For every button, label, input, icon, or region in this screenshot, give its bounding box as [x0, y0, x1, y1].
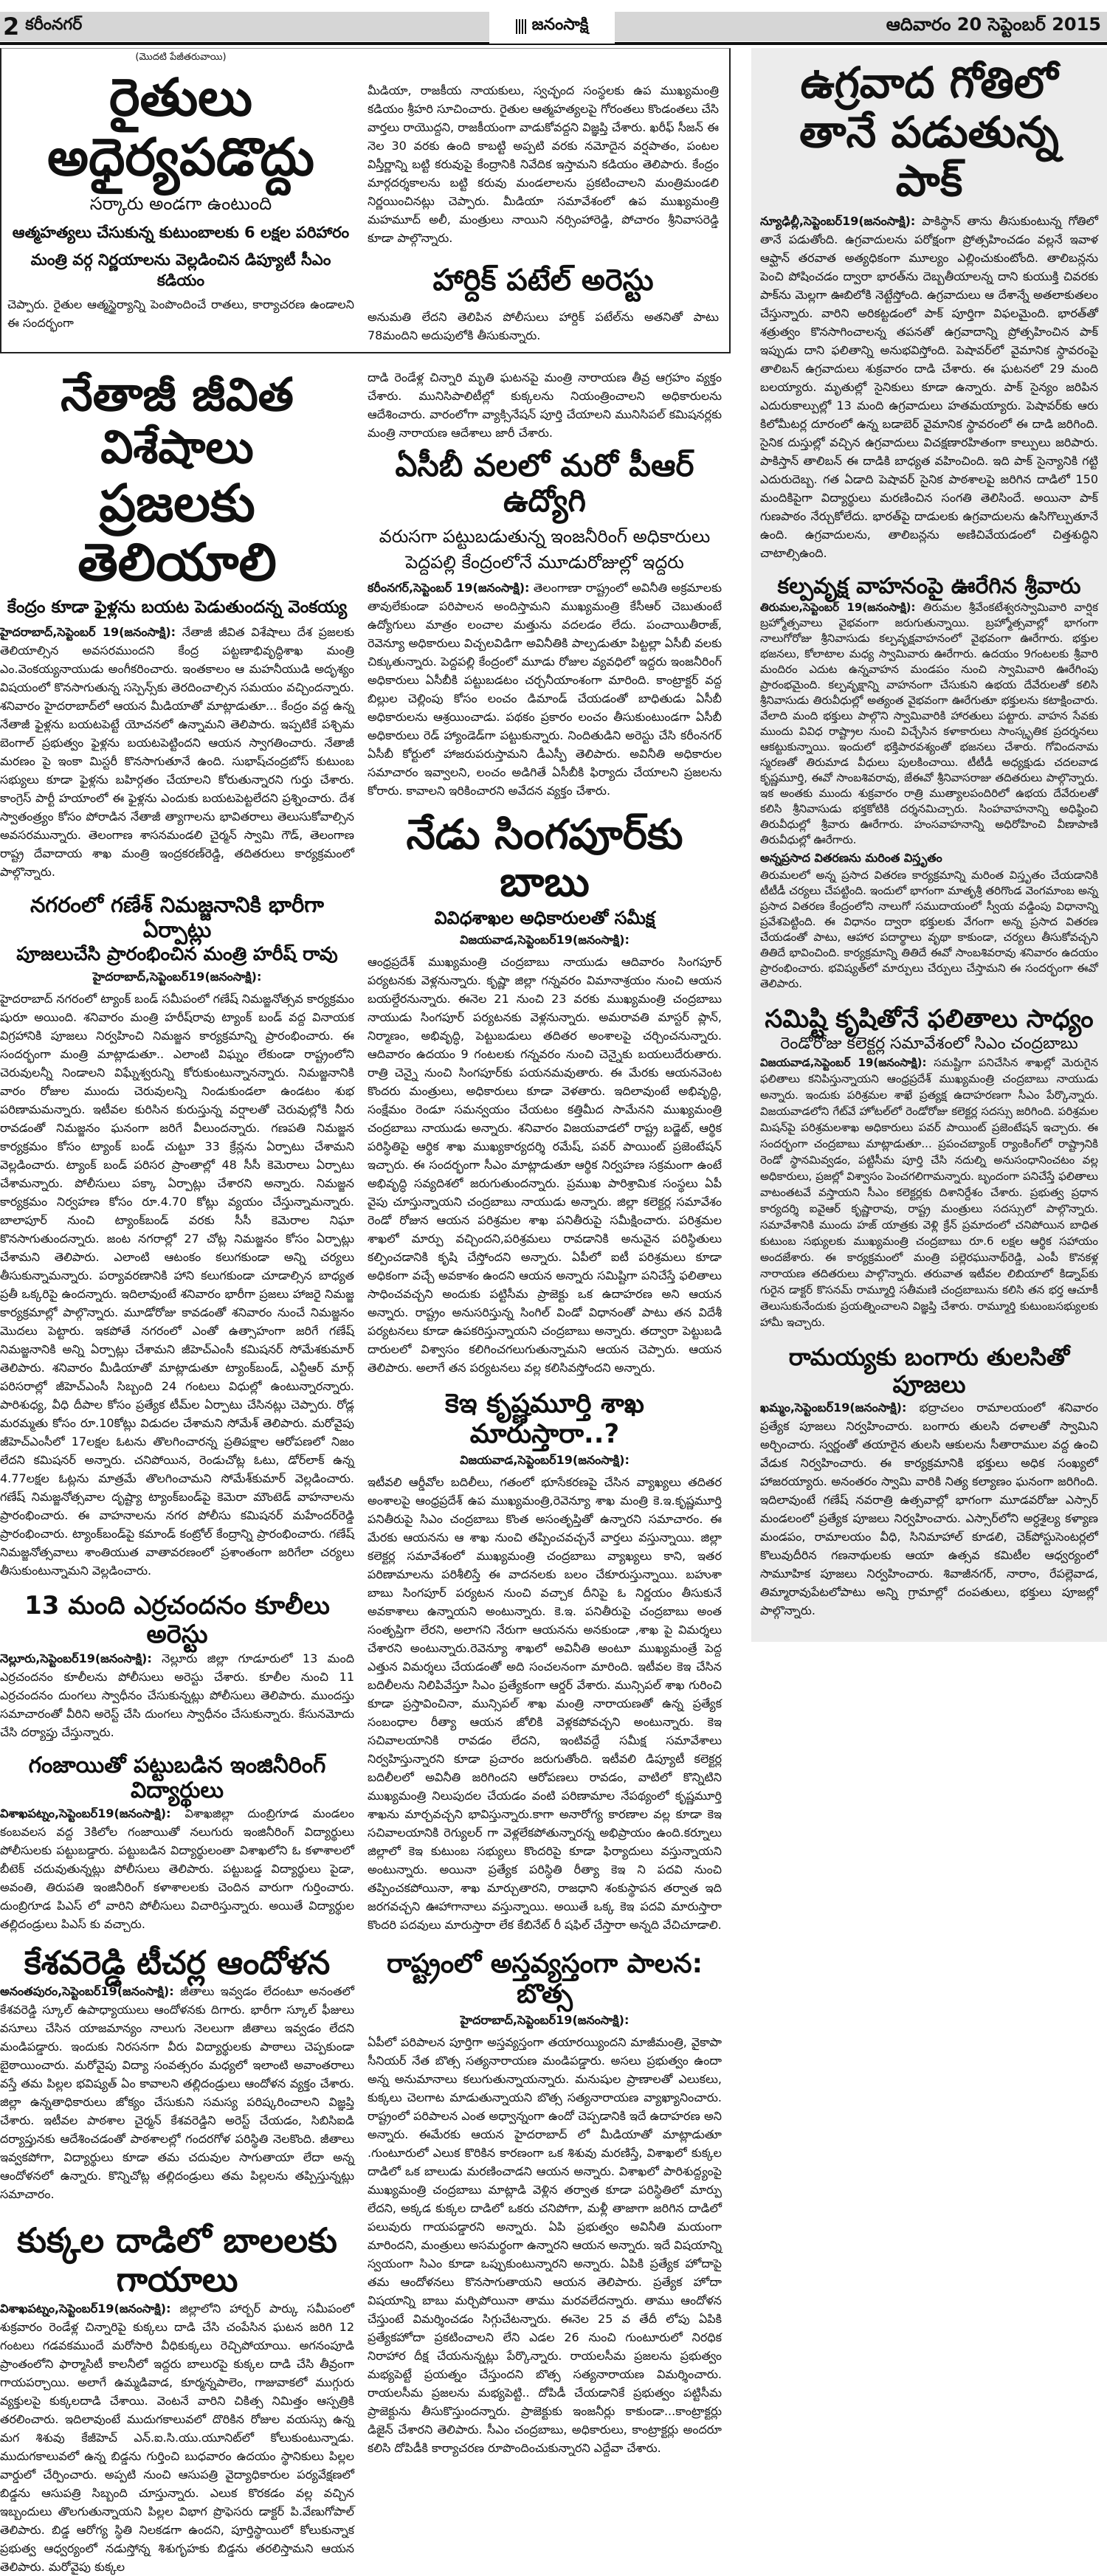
headline: నగరంలో గణేశ్ నిమజ్జనానికి భారీగా ఏర్పాట్లు [30, 892, 325, 942]
article-netaji [0, 368, 354, 881]
headline: రామయ్యకు బంగారు తులసితో పూజలు [788, 1343, 1070, 1399]
headline: రాష్ట్రంలో అస్తవ్యస్తంగా పాలన: బొత్స [387, 1948, 703, 2010]
headline: కెఇ కృష్ణమూర్తి శాఖ మారుస్తారా..? [445, 1388, 644, 1450]
article-text: తిరుమల శ్రీవేంకటేశ్వరస్వామివారి వార్షిక బ్రహ్మోత్సవాలు వైభవంగా జరుగుతున్నాయి. బ్రహ్మోత్సవాల్లో భాగంగా నాలుగోరోజు శ్రీనివాసుడు కల్పవృక్షవాహనంలో వైభవంగా ఊరేగారు. భక్తుల భజనలు, కోలాటాల మధ్య స్వామివారు ఊరేగారు. ఉదయం 9గంటలకు శ్రీవారి మందిరం ఎదుట ఉన్నవాహన మండపం నుంచి స్వామివారి ఊరేగింపు ప్రారంభమైంది. కల్పవృక్షాన్ని వాహనంగా చేసుకుని ఉభయ దేవేరులతో కలిసి శ్రీనివాసుడు తిరువీధుల్లో అత్యంత వైభవంగా ఊరేగుతూ భక్తులను కటాక్షించారు. వేలాది మంది భక్తులు పాల్గొని స్వామివారికి హారతులు పట్టారు. వాహన సేవకు ముందు వివిధ రాష్ట్రాల నుంచి విచ్చేసిన కళాకారులు సాంస్కృతిక ప్రదర్శనలు ఆకట్టుకున్నాయి. ఇందులో భక్తిపారవశ్యంతో భజనలు చేశారు. గోవిందనామ స్మరణతో తిరుమాడ వీధులు పులకించాయి. టీటీడీ అధ్యక్షుడు చదలవాడ కృష్ణమూర్తి, ఈవో సాంబశివరావు, జేఈవో శ్రీనివాసరాజు తదితరులు పాల్గొన్నారు. ఇక అంతకు ముందు శుక్రవారం రాత్రి ముత్యాలపందిరిలో ఉభయ దేవేరులతో కలిసి శ్రీనివాసుడు భక్తకోటికి దర్శనమిచ్చారు. సింహవాహనాన్ని అధిష్ఠించి తిరువీధుల్లో శ్రీవారు ఊరేగారు. హంసవాహనాన్ని అధిరోహించి వీణాపాణి తిరువీధుల్లో ఊరేగారు. [760, 600, 1098, 846]
dateline: హైదరాబాద్,సెప్టెంబర్19(జనంసాక్షి): [460, 2012, 630, 2027]
subheadline: ఆత్మహత్యలు చేసుకున్న కుటుంబాలకు 6 లక్షల పరిహారం [12, 224, 350, 242]
article-ke-krishnamurthy [368, 1389, 722, 1934]
headline: కల్పవృక్ష వాహనంపై ఊరేగిన శ్రీవారు [777, 573, 1081, 600]
article-text: పాకిస్థాన్ తాను తీసుకుంటున్న గోతిలో తానే పడుతోంది. ఉగ్రవాదులను పరోక్షంగా ప్రోత్సహించడం వల్లనే ఇవాళ ఆఫ్ఘాన్ తరవాత అత్యధికంగా మూల్యం ఎల్లించుకుంటోంది. తాలిబన్లను పెంచి పోషించడం ద్వారా భారత్‌ను దెబ్బతీయాలన్న దాని కుయుక్తి చివరకు పాక్‌ను మెల్లగా ఊబిలోకి నెట్టేస్తోంది. ఉగ్రవాదులు ఆ దేశాన్నే అతలాకుతలం చేస్తున్నారు. వారిని అరికట్టడంలో పాక్ పూర్తిగా విఫలమైంది. భారత్‌తో శత్రుత్వం కొనసాగించాలన్న తపనతో ఉగ్రవాదాన్ని ప్రోత్సహించిన పాక్ ఇప్పుడు దాని ఫలితాన్ని అనుభవిస్తోంది. పెషావర్‌లో వైమానిక స్థావరంపై తాలిబన్ ఉగ్రవాదులు శుక్రవారం దాడి చేశారు. ఈ ఘటనలో 29 మంది బలయ్యారు. మృతుల్లో సైనికులు కూడా ఉన్నారు. పాక్ సైన్యం జరిపిన ఎదురుకాల్పుల్లో 13 మంది ఉగ్రవాదులు హతమయ్యారు. పెషావర్‌కు ఆరు కిలోమీటర్ల దూరంలో ఉన్న బడాబెర్ వైమానిక స్థావరంలో ఈ దాడి జరిగింది. సైనిక దుస్తుల్లో వచ్చిన ఉగ్రవాదులు విచక్షణారహితంగా కాల్పులు జరిపారు. పాకిస్తాన్ తాలిబన్ ఈ దాడికి బాధ్యత వహించింది. ఇది పాక్ సైన్యానికి గట్టి ఎదురుదెబ్బ. గత ఏడాది పెషావర్ సైనిక పాఠశాలపై జరిగిన దాడిలో 150 మందికిపైగా విద్యార్థులు మరణించిన సంగతి తెలిసిందే. అయినా పాక్ గుణపాఠం నేర్చుకోలేదు. భారత్‌పై దాడులకు ఉగ్రవాదులను ఉసిగొల్పుతూనే ఉంది. ఉగ్రవాదులను, తాలిబన్లను అణిచివేయడంలో చిత్తశుద్ధిని చాటాల్సిఉంది. [760, 214, 1099, 561]
article-red-sanders [0, 1592, 354, 1741]
headline: ప్రజలకు తెలియాలి [77, 472, 277, 593]
box-story-left [7, 52, 354, 345]
logo-text: జనంసాక్షి [531, 15, 589, 34]
subheadline: కేంద్రం కూడా ఫైళ్లను బయట పెడుతుందన్న వెంకయ్య [7, 597, 348, 617]
subheadline: మంత్రి వర్గ నిర్ణయాలను వెల్లడించిన డిప్యూటీ సీఎం కడియం [30, 251, 331, 289]
dateline: అనంతపురం,సెప్టెంబర్19(జనంసాక్షి): [0, 1984, 174, 1999]
article-keshav-reddy [0, 1945, 354, 2204]
article-body: హైదరాబాద్ నగరంలో ట్యాంక్ బండ్ సమీపంలో గణేష్ నిమజ్జనోత్సవ కార్యక్రమం షురూ అయింది. శనివారం మంత్రి హరీష్‌రావు ట్యాంక్ బండ్ వద్ద వినాయక విగ్రహానికి పూజలు నిర్వహించి నిమజ్జన కార్యక్రమాన్ని ప్రారంభించారు. ఈ సందర్భంగా మంత్రి మాట్లాడుతూ.. ఎలాంటి విఘ్నం లేకుండా రాష్ట్రంలోని చెరువులన్నీ నిండాలని విఘ్నేశ్వరున్ని కోరుకుంటున్నానన్నారు. నిమజ్జనానికి వారం రోజుల ముందు చెరువులన్ని నిండుకుండలా ఉండటం శుభ పరిణామమన్నారు. ఇటీవల కురిసిన కురుస్తున్న వర్షాలతో చెరువుల్లోకి నీరు రావడంతో నిమజ్జనం ఘనంగా జరిగే వీలుందన్నారు. గణపతి నిమజ్జన కార్యక్రమం కోసం ట్యాంక్ బండ్ చుట్టూ 33 క్రేన్లను ఏర్పాటు చేశామని వెల్లడించారు. ట్యాంక్ బండ్ పరిసర ప్రాంతాల్లో 48 సీసీ కెమెరాలు ఏర్పాటు చేశామన్నారు. పోలీసులు పక్కా ఏర్పాట్లు చేశారని అన్నారు. నిమజ్జన కార్యక్రమం నిర్వహణ కోసం రూ.4.70 కోట్లు వ్యయం చేస్తున్నామన్నారు. బాలాపూర్ నుంచి ట్యాంక్‌బండ్ వరకు సీసీ కెమెరాల నిఘా కొనసాగుతుందన్నారు. జంట నగరాల్లో 27 చోట్ల నిమజ్జనం కోసం ఏర్పాట్లు చేశామని తెలిపారు. ఎలాంటి ఆటంకం కలుగకుండా అన్ని చర్యలు తీసుకున్నామన్నారు. పర్యావరణానికి హాని కలుగకుండా చూడాల్సిన బాధ్యత ప్రతీ ఒక్కరిపై ఉందన్నారు. ఇదిలావుంటే శనివారం భారీగా ప్రజలు హాజరై నిమజ్జ కార్యక్రమాల్లో పాల్గొన్నారు. మూడోరోజు కావడంతో శనివారం నుంచే నిమజ్జనం మొదలు పెట్టారు. ఇకపోతే నగరంలో ఎంతో ఉత్సాహంగా జరిగే గణేష్ నిమజ్జనానికి అన్ని ఏర్పాట్లు చేశామని జీహెచ్‌ఎంసీ కమిషనర్ సోమేశకుమార్ తెలిపారు. శనివారం మీడియాతో మాట్లాడుతూ ట్యాంక్‌బండ్, ఎన్టీఆర్ మార్గ్ పరిసరాల్లో జీహెచ్‌ఎంసీ సిబ్బంది 24 గంటలు విధుల్లో ఉంటున్నారన్నారు. పారిశుధ్య, వీధి దీపాల కోసం ప్రత్యేక టీమ్‌ల ఏర్పాటు చేసినట్లు చెప్పారు. రోడ్ల మరమ్మతు కోసం రూ.10కోట్లు విడుదల చేశామని సోమేశ్ తెలిపారు. మరోవైపు జీహెచ్‌ఎంసీలో 17లక్షల ఓటను తొలగించారన్న ప్రతిపక్షాల ఆరోపణలో నిజం లేదని కమిషనర్ అన్నారు. చనిపోయిన, రెండుచోట్ల ఓటు, డోర్‌లాక్ ఉన్న 4.77లక్షల ఓట్లను మాత్రమే తొలగించామని సోమేశ్‌కుమార్ వెల్లడించారు. గణేష్ నిమజ్జనోత్సవాల దృష్ట్యా ట్యాంక్‌బండ్‌పై కెమెరా మౌంటెడ్ వాహనాలను ప్రారంభించారు. ఈ వాహనాలను నగర పోలీసు కమిషనర్ మహేందర్‌రెడ్డి ప్రారంభించారు. ట్యాంక్‌బండ్‌పై కమాండ్ కంట్రోల్ కేంద్రాన్ని ప్రారంభించారు. గణేష్ నిమజ్జనోత్సవాలు శాంతియుత వాతావరణంలో ప్రశాంతంగా జరిగేలా చర్యలు తీసుకుంటున్నామని వెల్లడించారు. [0, 991, 354, 1578]
newspaper-logo [489, 10, 615, 44]
article-body: ఇటీవలి ఆర్డీవోల బదిలీలు, గతంలో భూసేకరణపై చేసిన వ్యాఖ్యలు తదితర అంశాలపై ఆంధ్రప్రదేశ్ ఉప ముఖ్యమంత్రి,రెవెన్యూ శాఖ మంత్రి కె.ఇ.కృష్ణమూర్తి పనితీరుపై సిఎం చంద్రబాబు కొంత అసంతృప్తితో ఉన్నారని సమాచారం. ఈ మేరకు ఆయనను ఆ శాఖ నుంచి తప్పించవచ్చనే వార్తలు వస్తున్నాయి. జిల్లా కలెక్టర్ల సమావేశంలో ముఖ్యమంత్రి చంద్రబాబు వ్యాఖ్యలు కాని, ఇతర పరిణామాలను పరిశీలిస్తే ఈ వాదనలకు బలం చేకూరుస్తున్నాయి. బహుశా బాబు సింగపూర్ పర్యటన నుంచి వచ్చాక దీనిపై ఓ నిర్ణయం తీసుకునే అవకాశాలు ఉన్నాయని అంటున్నారు. కె.ఇ. పనితీరుపై చంద్రబాబు అంత సంతృప్తిగా లేరని, అలాగని నేరుగా ఆయనను అనకుండా ,శాఖ పై విమర్శలు చేశారని అంటున్నారు.రెవెన్యూ శాఖలో అవినీతి అంటూ ముఖ్యమంత్రే పెద్ద ఎత్తున విమర్శలు చేయడంతో అది సంచలనంగా మారింది. ఇటీవల కెఇ చేసిన బదిలీలను నిలిపివేస్తూ సిఎం ప్రత్యేకంగా ఆర్డర్ వేశారు. మున్సిపల్ శాఖ గురించి కూడా ప్రస్తావించినా, మున్సిపల్ శాఖ మంత్రి నారాయణతో ఉన్న ప్రత్యేక సంబంధాల రీత్యా ఆయన జోలికి వెళ్లకపోవచ్చని అంటున్నారు. కెఇ సచివాలయానికి రావడం లేదని, ఇంటివద్దే సమీక్ష సమావేశాలు నిర్వహిస్తున్నారని కూడా ప్రచారం జరుగుతోంది. ఇటీవలి డిప్యూటీ కలెక్టర్ల బదిలీలలో అవినీతి జరిగిందని ఆరోపణలు రావడం, వాటిలో కొన్నిటిని ముఖ్యమంత్రి నిలుపుదల చేయడం వంటి పరిణామాల నేపథ్యంలో కృష్ణమూర్తి శాఖను మార్చవచ్చని భావిస్తున్నారు.కాగా అనారోగ్య కారణాల వల్ల కూడా కెఇ సచివాలయానికి రెగ్యులర్ గా వెళ్లలేకపోతున్నారన్న అభిప్రాయం ఉంది.కర్నూలు జిల్లాలో కెఇ కుటుంబ సభ్యులు కొందరిపై కూడా ఫిర్యాదులు వస్తున్నాయని అంటున్నారు. అయినా ప్రత్యేక పరిస్థితి రీత్యా కెఇ ని పదవి నుంచి తప్పించకపోయినా, శాఖ మార్చుతారని, రాజధాని శంకుస్థాపన తర్వాత ఇది జరగవచ్చని ఊహాగానాలు వస్తున్నాయి. అయితే ఒక్క కెఇ పదవి మారుస్తారా కొందరి పదవులు మారుస్తారా లేక కేబినేట్ రీ షఫిల్ చేస్తారా అన్నది వేచిచూడాలి. [368, 1474, 722, 1932]
article-text: జీతాలు ఇవ్వడం లేదంటూ అనంతలో కేశవరెడ్డి స్కూల్ ఉపాధ్యాయులు ఆందోళనకు దిగారు. భారీగా స్కూల్ ఫీజులు వసూలు చేసిన యాజమాన్యం నాలుగు నెలలుగా జీతాలు ఇవ్వడం లేదని మండిపడ్డారు. ఇందుకు నిరసనగా వీరు విద్యార్థులకు పాఠాలు చెప్పకుండా బైఠాయించారు. మరోవైపు విద్యా సంవత్సరం మధ్యలో ఇలాంటి అవాంతరాలు వస్తే తమ పిల్లల భవిష్యత్ ఏం కావాలని తల్లిదండ్రులు ఆందోళన వ్యక్తం చేశారు. జిల్లా ఉన్నతాధికారులు జోక్యం చేసుకుని సమస్య పరిష్కరించాలని విజ్ఞప్తి చేశారు. ఇటీవల పాఠశాల చైర్మన్ కేశవరెడ్డిని అరెస్ట్ చేయడం, సిబిసిఐడి దర్యాప్తునకు ఆదేశించడంతో పాఠశాలల్లో గందరగోళ పరిస్థితి నెలకొంది. జీతాలు ఇవ్వకపోగా, విద్యార్థులు కూడా తమ చదువుల సాగుతాయా లేదా అన్న ఆందోళనలో ఉన్నారు. కొన్నిచోట్ల తల్లిదండ్రులు తమ పిల్లలను తప్పిస్తున్నట్లు సమాచారం. [0, 1984, 354, 2202]
subheadline: సర్కారు అండగా ఉంటుంది [89, 193, 272, 214]
page-header-bar [0, 12, 1107, 41]
headline: రైతులు అధైర్యపడొద్దు [47, 67, 314, 187]
kicker: (మొదటి పేజీతరువాయి) [135, 52, 227, 63]
headline: ఏసీబీ వలలో మరో పీఆర్ ఉద్యోగి [395, 447, 694, 519]
article-body: మీడియా, రాజకీయ నాయకులు, స్వచ్ఛంద సంస్థలకు ఉప ముఖ్యమంత్రి కడియం శ్రీహరి సూచించారు. రైతుల ఆత్మహత్యలపై గోరంతలు కొండంతలు చేసి వార్తలు రాయొద్దని, రాజకీయంగా వాడుకోవద్దని విజ్ఞప్తి చేశారు. ఖరీఫ్ సీజన్ ఈ నెల 30 వరకు ఉంది కాబట్టి అప్పటి వరకు నమోదైన వర్షపాతం, పంటల విస్తీర్ణాన్ని బట్టి కరువుపై కేంద్రానికి నివేదిక ఇస్తామని కడియం తెలిపారు. కేంద్రం మార్గదర్శకాలను బట్టి కరువు మండలాలను ప్రకటించాలని మంత్రిమండలి నిర్ణయించినట్లు చెప్పారు. మీడియా సమావేశంలో ఉప ముఖ్యమంత్రి మహమూద్ అలీ, మంత్రులు నాయిని నర్సింహారెడ్డి, పోచారం శ్రీనివాసరెడ్డి కూడా పాల్గొన్నారు. [368, 83, 719, 245]
article-body: తిరుమలలో అన్న ప్రసాద వితరణ కార్యక్రమాన్ని మరింత విస్తృతం చేయడానికి టీటీడీ చర్యలు చేపట్టింది. ఇందులో భాగంగా మాతృశ్రీ తరిగొండ వెంగమాంబ అన్న ప్రసాద వితరణ కేంద్రంలోని నాలుగో సముదాయంలో స్వీయ వడ్డింపు విధానాన్ని ప్రవేశపెట్టింది. ఈ విధానం ద్వారా భక్తులకు వేగంగా అన్న ప్రసాద వితరణ చేయడంతో పాటు, ఆహార పదార్థాలు వృథా కాకుండా, చర్యలు తీసుకోవచ్చని తితిదే భావించింది. కార్యక్రమాన్ని తితిదే ఈవో సాంబశివరావు శనివారం ఉదయం ప్రారంభించారు. భవిష్యత్‌లో మార్పులు చేర్పులు చేస్తామని ఈ సందర్భంగా ఈవో తెలిపారు. [760, 868, 1098, 990]
article-body [760, 1398, 1098, 1620]
left-column [0, 368, 354, 2576]
article-kalpavriksha [760, 574, 1098, 992]
box-story-right [368, 52, 719, 345]
article-body [760, 212, 1098, 562]
headline: కేశవరెడ్డి టీచర్ల ఆందోళన [24, 1944, 331, 1982]
dateline: విజయవాడ,సెప్టెంబర్19(జనంసాక్షి): [460, 1452, 630, 1467]
article-text: నెల్లూరు జిల్లా గూడూరులో 13 మంది ఎర్రచందనం కూలీలను పోలీసులు అరెస్టు చేశారు. కూలీల నుంచి 11 ఎర్రచందనం దుంగలు స్వాధీనం చేసుకున్నట్లు పోలీసులు తెలిపారు. ముందస్తు సమాచారంతో వీరిని అరెస్ట్ చేసి దుంగలు స్వాధీనం చేసుకున్నారు. కేసునమోదు చేసి దర్యాప్తు చేస్తున్నారు. [0, 1651, 354, 1739]
left-area [0, 48, 731, 2576]
article-body: అనుమతి లేదని తెలిపిన పోలీసులు హార్దిక్ పటేల్‌ను అతనితో పాటు 78మందిని అదుపులోకి తీసుకున్నారు. [368, 310, 719, 342]
article-body [0, 623, 354, 881]
subheadline: రెండోరోజు కలెక్టర్ల సమావేశంలో సిఎం చంద్రబాబు [780, 1034, 1078, 1053]
headline: కుక్కల దాడిలో బాలలకు గాయాలు [17, 2220, 337, 2300]
article-samishti [760, 1005, 1098, 1331]
subheadline: పూజలుచేసి ప్రారంభించిన మంత్రి హరీష్ రావు [16, 943, 338, 965]
article-text: జిల్లాలోని హార్బర్ పార్కు సమీపంలో శుక్రవారం రెండేళ్ల చిన్నారిపై కుక్కలు దాడి చేసి చంపేసిన ఘటన జరిగి 12 గంటలు గడవకముందే మరోసారి వీధికుక్కలు రెచ్చిపోయాయి. అగనంపూడి ప్రాంతంలోని ఫార్మాసిటీ కాలనీలో ఇద్దరు బాలురపై కుక్కల దాడి చేసి తీవ్రంగా గాయపర్చాయి. అలాగే ఉమ్మడివాడ, కూర్మన్నపాలెం, గాజువాకలో ముగ్గురు వ్యక్తులపై కుక్కలదాడి చేశాయి. వెంటనే వారిని చికిత్స నిమిత్తం ఆస్పత్రికి తరలించారు. ఇదిలావుంటే ముదుగకాలువలో దొరికిన రోజుల వయస్సు ఉన్న మగ శిశువు కేజీహెచ్ ఎన్.ఐ.సి.యు.యూనిట్‌లో కోలుకుంటున్నాడు. ముదుగకాలువలో ఉన్న బిడ్డను గుర్తించి బుధవారం ఉదయం స్థానికులు పిల్లల వార్డులో చేర్పించారు. అప్పటి నుంచి ఆసుపత్రి వైద్యాధికారుల పర్యవేక్షణలో బిడ్డను ఆసుపత్రి సిబ్బంది చూస్తున్నారు. ఎలుక కొరకడం వల్ల వచ్చిన ఇబ్బందులు తొలగుతున్నాయని పిల్లల విభాగ ప్రొఫెసరు డాక్టర్ పి.వేణుగోపాల్ తెలిపారు. బిడ్డ ఆరోగ్య స్థితి నిలకడగా ఉందని, పూర్తిస్థాయిలో కోలుకున్నాక ప్రభుత్వ ఆధ్వర్యంలో నడుస్తోన్న శిశుగృహకు బిడ్డను తరలిస్తామని ఆయన తెలిపారు. మరోవైపు కుక్కల [0, 2302, 354, 2575]
subheadline: వివిధశాఖల అధికారులతో సమీక్ష [434, 907, 655, 928]
headline: ఉగ్రవాద గోతిలో [800, 58, 1058, 108]
boxed-story [0, 48, 731, 353]
article-body [0, 1649, 354, 1741]
middle-column [368, 368, 722, 2576]
dateline: నెల్లూరు,సెప్టెంబర్19(జనంసాక్షి): [0, 1651, 152, 1665]
edition-name: కరీంనగర్ [25, 15, 83, 34]
header-left [0, 13, 489, 40]
headline: 13 మంది ఎర్రచందనం కూలీలు అరెస్టు [24, 1590, 330, 1649]
article-botsa [368, 1949, 722, 2457]
article-ganja [0, 1753, 354, 1933]
page-body [0, 48, 1107, 2576]
article-text: విశాఖజిల్లా దుంబ్రిగూడ మండలం కంబవలస వద్ద 3కిలోల గంజాయితో నలుగురు ఇంజినీరింగ్ విద్యార్థులు పోలీసులకు పట్టుబడ్డారు. పట్టుబడిన విద్యార్థులంతా విశాఖలోని ఓ కళాశాలలో బీటెక్ చదువుతున్నట్లు పోలీసులు తెలిపారు. పట్టుబడ్డ విద్యార్థులు పైడా, అవంతి, తిరుపతి ఇంజినీరింగ్ కళాశాలలకు చెందిన వారుగా గుర్తించారు. దుంబ్రిగూడ పిఎస్ లో వారిని పోలీసులు విచారిస్తున్నారు. అయితే విద్యార్థుల తల్లిదండ్రులు పిఎస్ కు వచ్చారు. [0, 1806, 354, 1931]
subheadline: వరుసగా పట్టుబడుతున్న ఇంజనీరింగ్ అధికారులు [379, 525, 711, 547]
article-pak [760, 58, 1098, 562]
article-text: నేతాజీ జీవిత విశేషాలు దేశ ప్రజలకు తెలియాల్సిన అవసరముందని కేంద్ర పట్టణాభివృద్ధిశాఖ మంత్రి ఎం.వెంకయ్యనాయుడు అంగీకరించారు. ఇంతకాలం ఆ మహనీయుడి అదృశ్యం విషయంలో కొనసాగుతున్న సస్పెన్స్‌కు తెరదించాల్సిన సమయం వచ్చిందన్నారు. శనివారం హైదరాబాద్‌లో ఆయన మీడియాతో మాట్లాడుతూ... కేంద్రం వద్ద ఉన్న నేతాజీ ఫైళ్లను బయటపెట్టే యోచనలో ఉన్నామని తెలిపారు. ఇప్పటికే పశ్చిమ బెంగాల్ ప్రభుత్వం ఫైళ్లను బయటపెట్టిందని ఆయన స్వాగతించారు. నేతాజీ మరణం పై ఇంకా మిస్టరీ కొనసాగుతూనే ఉంది. సుభాష్‌చంద్రబోస్ కుటుంబ సభ్యులు కూడా ఫైళ్లను బహిర్గతం చేయాలని కోరుతున్నారని గుర్తు చేశారు. కాంగ్రెస్ పార్టీ హయాంలో ఈ ఫైళ్లను ఎందుకు బయటపెట్టలేదని ప్రశ్నించారు. దేశ స్వాతంత్ర్యం కోసం పోరాడిన నేతాజీ త్యాగాలను భావితరాలు తెలుసుకోవాల్సిన అవసరమున్నారు. తెలంగాణ శాసనమండలి చైర్మన్ స్వామి గౌడ్, తెలంగాణ రాష్ట్ర దేవాదాయ శాఖ మంత్రి ఇంద్రకరణ్‌రెడ్డి, తదితరులు కార్యక్రమంలో పాల్గొన్నారు. [0, 625, 354, 880]
article-body: ఏపీలో పరిపాలన పూర్తిగా అస్తవ్యస్తంగా తయారయ్యిందని మాజీమంత్రి, వైకాపా సీనియర్ నేత బొత్స సత్యనారాయణ మండిపడ్డారు. అసలు ప్రభుత్వం ఉందా అన్న అనుమానాలు కలుగుతున్నాయన్నారు. మనుషుల ప్రాణాలతో ఎలుకలు, కుక్కలు చెలగాట మాడుతున్నాయని బొత్స సత్యనారాయణ వ్యాఖ్యానించారు. రాష్ట్రంలో పరిపాలన ఎంత అధ్వాన్నంగా ఉందో చెప్పడానికి ఇదే ఉదాహరణ అని అన్నారు. ఈమేరకు ఆయన హైదరాబాద్ లో మీడియాతో మాట్లాడుతూ .గుంటూరులో ఎలుక కొరికిన కారణంగా ఒక శిశువు మరణిస్తే, విశాఖలో కుక్కల దాడిలో ఒక బాలుడు మరణించాడని ఆయన అన్నారు. విశాఖలో పారిశుద్ద్యంపై ముఖ్యమంత్రి చంద్రబాబు మాట్లాడి వెళ్లిన తర్వాత కూడా పరిస్థితిలో మార్పు లేదని, అక్కడ కుక్కల దాడిలో ఒకరు చనిపోగా, మళ్లీ తాజాగా జరిగిన దాడిలో పలువురు గాయపడ్డారని అన్నారు. ఏపి ప్రభుత్వం అవినీతి మయంగా మారిందని, మంత్రులు అసమర్థంగా ఉన్నారని ఆయన అన్నారు. ఇదే విషయాన్ని స్వయంగా సిఎం కూడా ఒప్పుకుంటున్నారని అన్నారు. ఏపికి ప్రత్యేక హోదాపై తమ ఆందోళనలు కొనసాగుతాయని ఆయన తెలిపారు. ప్రత్యేక హోదా విషయాన్ని బాబు మర్చిపోయినా తాము మరవలేదన్నారు. తాము ఆందోళన చేస్తుంటే విమర్శించడం సిగ్గుచేటన్నారు. ఈనెల 25 వ తేదీ లోపు ఏపికి ప్రత్యేకహోదా ప్రకటించాలని లేని ఎడల 26 నుంచి గుంటూరులో నిరధిక నిరాహార దీక్ష చేయనున్నట్లు పేర్కొన్నారు. రాయలసీమ ప్రజలను ప్రభుత్వం మభ్యపెట్టే ప్రయత్నం చేస్తుందని బొత్స సత్యనారాయణ విమర్శించారు. రాయలసీమ ప్రజలను మభ్యపెట్టి.. దోపిడీ చేయడానికే ప్రభుత్వం పట్టిసీమ ప్రాజెక్టును తీసుకొస్తుందన్నారు. ప్రాజెక్టుకు ఇంజనీర్లు కాకుండా...కాంట్రాక్టర్లు డిజైన్ చేశారని తెలిపారు. సీఎం చంద్రబాబు, అధికారులు, కాంట్రాక్టర్లు అందరూ కలిసి దోపిడీకి కార్యాచరణ రూపొందించుకున్నారని ఎద్దేవా చేశారు. [368, 2034, 722, 2455]
dateline: హైదరాబాద్,సెప్టెంబర్ 19(జనంసాక్షి): [0, 625, 176, 640]
article-body [760, 600, 1098, 848]
article-body: చెప్పారు. రైతుల ఆత్మస్థైర్యాన్ని పెంపొందించే రాతలు, కార్యాచరణ ఉండాలని ఈ సందర్భంగా [7, 297, 354, 331]
article-text: భద్రాచలం రామాలయంలో శనివారం ప్రత్యేక పూజలు నిర్వహించారు. బంగారు తులసి దళాలతో స్వామిని అర్చించారు. స్వర్ణంతో తయారైన తులసి ఆకులను సీతారాముల వద్ద ఉంచి వేడుక నిర్వహించారు. ఈ కార్యక్రమానికి భక్తులు అధిక సంఖ్యలో హాజరయ్యారు. అనంతరం స్వామి వారికి నిత్య కల్యాణం ఘనంగా జరిగింది. ఇదిలావుంటే గణేష్ నవరాత్రి ఉత్సవాల్లో భాగంగా మూడవరోజు ఎస్సార్ మండలంలో ప్రత్యేక పూజలు నిర్వహించారు. ఎస్సార్‌లోని అర్ధశైల్య కళ్యాణ మండపం, రామాలయం వీధి, సినిమాహాల్ కూడలి, చెక్‌పోస్టుసెంటర్లలో కొలువుదీరిన గణనాథులకు ఆయా ఉత్సవ కమిటీల ఆధ్వర్యంలో సామూహిక పూజలు నిర్వహించారు. శివాజీనగర్, నారాం, రేపల్లెవాడ, తిమ్మారావుపేటలోపాటు అన్ని గ్రామాల్లో దంపతులు, భక్తులు పూజల్లో పాల్గొన్నారు. [760, 1400, 1098, 1617]
headline: నేతాజీ జీవిత విశేషాలు [61, 367, 294, 474]
dateline: కరీంనగర్,సెప్టెంబర్ 19(జనంసాక్షి): [368, 580, 530, 595]
dateline: న్యూఢిల్లీ,సెప్టెంబర్19(జనంసాక్షి): [760, 214, 916, 229]
article-body [0, 2299, 354, 2576]
page-number: 2 [3, 13, 20, 41]
article-dogs [0, 2221, 354, 2576]
dateline: విజయవాడ,సెప్టెంబర్ 19(జనంసాక్షి): [760, 1056, 927, 1070]
article-body [0, 1982, 354, 2203]
article-body: దాడి రెండేళ్ల చిన్నారి మృతి ఘటనపై మంత్రి నారాయణ తీవ్ర ఆగ్రహం వ్యక్తం చేశారు. మునిసిపాలిటీల్లో కుక్కలను నియంత్రించాలని అధికారులను ఆదేశించారు. వారంలోగా వ్యాక్సినేషన్ పూర్తి చేయాలని మునిసిపల్ కమిషనర్లకు మంత్రి నారాయణ ఆదేశాలు జారీ చేశారు. [368, 370, 722, 440]
headline: హార్దిక్ పటేల్ అరెస్టు [432, 263, 654, 297]
logo-icon [516, 19, 528, 34]
article-text: తెలంగాణా రాష్ట్రంలో అవినీతి అక్రమాలకు తావులేకుండా పరిపాలన అందిస్తామని ముఖ్యమంత్రి కేసీఆర్ చెబుతుంటే ఉద్యోగులు మాత్రం లంచాల మత్తును వదలడం లేదు. పంచాయితీరాజ్, రెవెన్యూ అధికారులు విచ్చలవిడిగా అవినీతికి పాల్పడుతూ పిట్టల్లా ఏసీబీ వలకు చిక్కుతున్నారు. పెద్దపల్లి కేంద్రంలో మూడు రోజుల వ్యవధిలో ఇద్దరు ఇంజనీరింగ్ అధికారులు ఏసీబీకి పట్టుబడటం చర్చనీయాంశంగా మారింది. కాంట్రాక్టర్ వద్ద బిల్లుల చెల్లింపు కోసం లంచం డిమాండ్ చేయడంతో బాధితుడు ఏసీబీ అధికారులను ఆశ్రయించాడు. పథకం ప్రకారం లంచం తీసుకుంటుండగా ఏసీబీ అధికారులు రెడ్ హ్యాండెడ్‌గా పట్టుకున్నారు. నిందితుడిని అరెస్టు చేసి కరీంనగర్ ఏసీబీ కోర్టులో హాజరుపరుస్తామని డీఎస్పీ తెలిపారు. అవినీతి అధికారుల సమాచారం ఇవ్వాలని, లంచం అడిగితే ఏసీబీకి ఫిర్యాదు చేయాలని ప్రజలను కోరారు. కావాలని ఇరికించారని అవేదన వ్యక్తం చేశారు. [368, 580, 722, 798]
dateline: తిరుమల,సెప్టెంబర్ 19(జనంసాక్షి): [760, 600, 916, 614]
article-singapore [368, 812, 722, 1377]
dateline: విశాఖపట్నం,సెప్టెంబర్19(జనంసాక్షి): [0, 1806, 171, 1820]
dateline: హైదరాబాద్,సెప్టెంబర్19(జనంసాక్షి): [92, 969, 262, 984]
article-text: సమష్టిగా పనిచేసిన శాఖల్లో మెరుగైన ఫలితాలు కనిపిస్తున్నాయని ఆంధ్రప్రదేశ్ ముఖ్యమంత్రి చంద్రబాబు నాయుడు అన్నారు. ఇందుకు పరిశ్రమల శాఖే ప్రత్యక్ష ఉదాహరణగా సీఎం పేర్కొన్నారు. విజయవాడలోని గేట్‌వే హోటల్‌లో రెండోరోజు కలెక్టర్ల సదస్సు జరిగింది. పరిశ్రమల మిషన్‌పై పరిశ్రమలశాఖ అధికారులు పవర్ పాయింట్ ప్రజెంటేషన్ ఇచ్చారు. ఈ సందర్భంగా చంద్రబాబు మాట్లాడుతూ... ప్రపంచబ్యాంక్ ర్యాంకింగ్‌లో రాష్ట్రానికి రెండో స్థానమివ్వడం, పట్టిసీమ పూర్తి చేసి నదుల్ని అనుసంధానించటం వల్ల అధికారులు, ప్రజల్లో విశ్వాసం పెంచగలిగామన్నారు. బృందంగా పనిచేస్తే ఫలితాలు వాటంతటవే వస్తాయని సీఎం కలెక్టర్లకు దిశానిర్దేశం చేశారు. ప్రభుత్వ ప్రధాన కార్యదర్శి ఐవైఆర్ కృష్ణారావు, రాష్ట్ర మంత్రులు సదస్సులో పాల్గొన్నారు. సమావేశానికి ముందు హజ్ యాత్రకు వెళ్లి క్రేన్ ప్రమాదంలో చనిపోయిన బాధిత కుటుంబ సభ్యులకు ముఖ్యమంత్రి చంద్రబాబు రూ.6 లక్షల ఆర్థిక సహాయం అందజేశారు. ఈ కార్యక్రమంలో మంత్రి పల్లెరఘునాథ్‌రెడ్డి, ఎంపీ కొనకళ్ల నారాయణ తదితరులు పాల్గొన్నారు. తరువాత ఇటీవల లిబియాలో కిడ్నాప్‌కు గురైన డాక్టర్ కొసనమ్ రామ్మూర్తి సతీమణి చంద్రబాబును కలిసి తన భర్త ఆచూకీ తెలుసుకునేందుకు ప్రయత్నించాలని విజ్ఞప్తి చేశారు. రామ్మూర్తి కుటుంబసభ్యులకు హామీ ఇచ్చారు. [760, 1056, 1098, 1330]
headline: సమిష్టి కృషితోనే ఫలితాలు సాధ్యం [765, 1004, 1094, 1034]
article-body: ఆంధ్రప్రదేశ్ ముఖ్యమంత్రి చంద్రబాబు నాయుడు ఆదివారం సింగపూర్ పర్యటనకు వెళ్లనున్నారు. కృష్ణా జిల్లా గన్నవరం విమానాశ్రయం నుంచి ఆయన బయల్దేరనున్నారు. ఈనెల 21 నుంచి 23 వరకు ముఖ్యమంత్రి చంద్రబాబు నాయుడు సింగపూర్ పర్యటనకు వెళ్లనున్నారు. అమరావతి మాస్టర్ ప్లాన్, నిర్మాణం, అభివృద్ధి, పెట్టుబడులు తదితర అంశాలపై చర్చించనున్నారు. ఆదివారం ఉదయం 9 గంటలకు గన్నవరం నుంచి చెన్నైకు బయలుదేరుతారు. రాత్రి చెన్నై నుంచి సింగపూర్‌కు పయనమవుతారు. ఈ మేరకు ఆయనవెంట కొందరు మంత్రులు, అధికారులు కూడా వెళతారు. ఇదిలావుంటే అభివృద్ధి, సంక్షేమం రెండూ సమన్వయం చేయటం కత్తిమీద సామేనని ముఖ్యమంత్రి చంద్రబాబు నాయుడు అన్నారు. శనివారం విజయవాడలో రాష్ట్ర బడ్జెట్, ఆర్థిక పరిస్థితిపై ఆర్థిక శాఖ ముఖ్యకార్యదర్శి రమేష్, పవర్ పాయింట్ ప్రజెంటేషన్ ఇచ్చారు. ఈ సందర్భంగా సీఎం మాట్లాడుతూ ఆర్థిక నిర్వహణ సక్రమంగా ఉంటే అభివృద్ధి సవ్యదిశలో జరుగుతుందన్నారు. ప్రముఖ పారిశ్రామిక సంస్థలు ఏపీ వైపు చూస్తున్నాయని చంద్రబాబు నాయుడు అన్నారు. జిల్లా కలెక్టర్ల సమావేశం రెండో రోజున ఆయన పరిశ్రమల శాఖ పనితీరుపై సమీక్షించారు. పరిశ్రమల శాఖలో మార్పు వచ్చిందని,పరిశ్రమలు రావడానికి అనువైన పరిస్థితులు కల్పించడానికి కృషి చేస్తోందని అన్నారు. ఏపీలో ఐటీ పరిశ్రమలు కూడా అధికంగా వచ్చే అవకాశం ఉందని ఆయన అన్నారు సమిష్టిగా పనిచేస్తే ఫలితాలు సాధించవచ్చని అందుకు పట్టిసీమ ప్రాజెక్టు ఒక ఉదాహరణ అని ఆయన అన్నారు. రాష్ట్రం అనుసరిస్తున్న సింగిల్ విండో విధానంతో పాటు తన విదేశీ పర్యటనలు కూడా ఉపకరిస్తున్నాయని చంద్రబాబు అన్నారు. తద్వారా పెట్టుబడి దారులలో విశ్వాసం కలిగించగలుగుతున్నామని ఆయన చెప్పారు. ఆయన తెలిపారు. అలాగే తన పర్యటనలు వల్ల కలిసివస్తోందని అన్నారు. [368, 954, 722, 1375]
subheadline: పెద్దపల్లి కేంద్రంలోనే మూడురోజుల్లో ఇద్దరు [405, 551, 684, 573]
article-body [0, 1804, 354, 1933]
article-body [760, 1054, 1098, 1330]
two-column-section [0, 368, 731, 2576]
article-body [368, 579, 722, 800]
article-ramayya [760, 1344, 1098, 1620]
dateline: ఖమ్మం,సెప్టెంబర్19(జనంసాక్షి): [760, 1400, 907, 1415]
dateline: విజయవాడ,సెప్టెంబర్19(జనంసాక్షి): [460, 932, 630, 947]
headline: తానే పడుతున్న పాక్ [799, 106, 1059, 207]
article-acb [368, 448, 722, 800]
headline: గంజాయితో పట్టుబడిన ఇంజినీరింగ్ విద్యార్థులు [28, 1752, 326, 1804]
article-ganesh [0, 893, 354, 1579]
issue-date: ఆదివారం 20 సెప్టెంబర్ 2015 [886, 14, 1101, 35]
section-subhead: అన్నప్రసాద వితరణను మరింత విస్తృతం [760, 850, 942, 865]
dateline: విశాఖపట్నం,సెప్టెంబర్19(జనంసాక్షి): [0, 2302, 171, 2316]
right-column [751, 48, 1107, 1642]
headline: నేడు సింగపూర్‌కు బాబు [406, 810, 683, 907]
